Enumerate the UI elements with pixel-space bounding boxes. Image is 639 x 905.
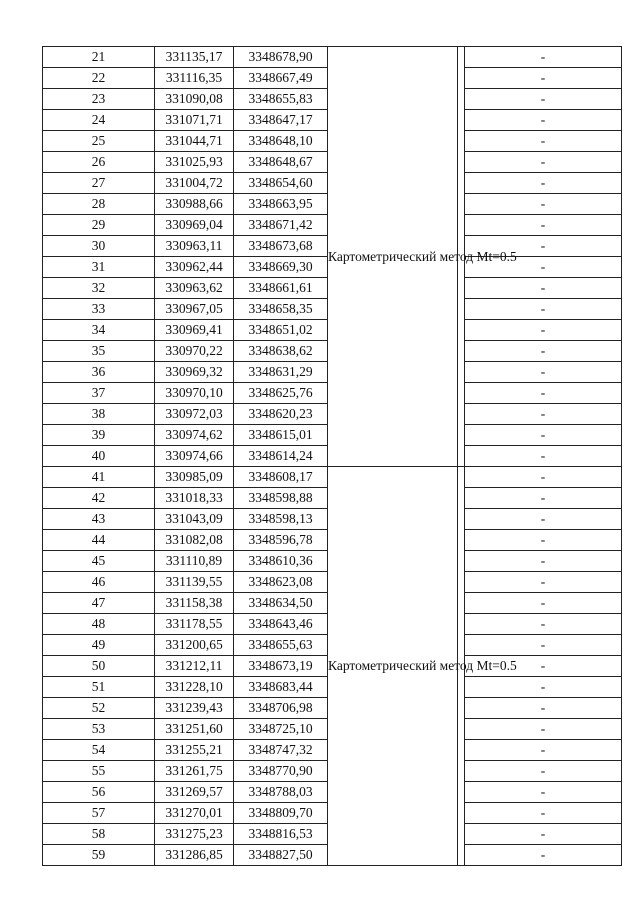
x-coordinate-cell: 331275,23 [155, 824, 234, 845]
x-coordinate-cell: 331158,38 [155, 593, 234, 614]
y-coordinate-cell: 3348634,50 [234, 593, 328, 614]
x-coordinate-cell: 330972,03 [155, 404, 234, 425]
y-coordinate-cell: 3348631,29 [234, 362, 328, 383]
point-number-cell: 21 [43, 47, 155, 68]
table-row [43, 47, 622, 68]
value-cell: - [465, 425, 622, 446]
point-number-cell: 44 [43, 530, 155, 551]
y-coordinate-cell: 3348625,76 [234, 383, 328, 404]
value-cell: - [465, 635, 622, 656]
value-cell: - [465, 152, 622, 173]
point-number-cell: 55 [43, 761, 155, 782]
point-number-cell: 49 [43, 635, 155, 656]
y-coordinate-cell: 3348598,13 [234, 509, 328, 530]
point-number-cell: 23 [43, 89, 155, 110]
point-number-cell: 51 [43, 677, 155, 698]
point-number-cell: 54 [43, 740, 155, 761]
y-coordinate-cell: 3348655,83 [234, 89, 328, 110]
point-number-cell: 43 [43, 509, 155, 530]
x-coordinate-cell: 331116,35 [155, 68, 234, 89]
point-number-cell: 47 [43, 593, 155, 614]
x-coordinate-cell: 330969,32 [155, 362, 234, 383]
value-cell: - [465, 614, 622, 635]
x-coordinate-cell: 330969,41 [155, 320, 234, 341]
x-coordinate-cell: 331135,17 [155, 47, 234, 68]
value-cell: - [465, 362, 622, 383]
y-coordinate-cell: 3348683,44 [234, 677, 328, 698]
value-cell: - [465, 446, 622, 467]
point-number-cell: 24 [43, 110, 155, 131]
y-coordinate-cell: 3348725,10 [234, 719, 328, 740]
point-number-cell: 52 [43, 698, 155, 719]
x-coordinate-cell: 331004,72 [155, 173, 234, 194]
point-number-cell: 31 [43, 257, 155, 278]
y-coordinate-cell: 3348788,03 [234, 782, 328, 803]
point-number-cell: 35 [43, 341, 155, 362]
y-coordinate-cell: 3348608,17 [234, 467, 328, 488]
x-coordinate-cell: 330985,09 [155, 467, 234, 488]
y-coordinate-cell: 3348648,67 [234, 152, 328, 173]
y-coordinate-cell: 3348667,49 [234, 68, 328, 89]
point-number-cell: 59 [43, 845, 155, 866]
x-coordinate-cell: 331018,33 [155, 488, 234, 509]
point-number-cell: 25 [43, 131, 155, 152]
value-cell: - [465, 845, 622, 866]
x-coordinate-cell: 331071,71 [155, 110, 234, 131]
x-coordinate-cell: 330988,66 [155, 194, 234, 215]
x-coordinate-cell: 330974,62 [155, 425, 234, 446]
y-coordinate-cell: 3348648,10 [234, 131, 328, 152]
value-cell: - [465, 719, 622, 740]
point-number-cell: 22 [43, 68, 155, 89]
x-coordinate-cell: 331178,55 [155, 614, 234, 635]
point-number-cell: 32 [43, 278, 155, 299]
point-number-cell: 40 [43, 446, 155, 467]
point-number-cell: 57 [43, 803, 155, 824]
value-cell: - [465, 824, 622, 845]
method-cell: Картометрический метод Mt=0.5 [328, 47, 458, 467]
value-cell: - [465, 68, 622, 89]
x-coordinate-cell: 330963,62 [155, 278, 234, 299]
y-coordinate-cell: 3348770,90 [234, 761, 328, 782]
value-cell: - [465, 551, 622, 572]
x-coordinate-cell: 331212,11 [155, 656, 234, 677]
value-cell: - [465, 572, 622, 593]
value-cell: - [465, 803, 622, 824]
point-number-cell: 34 [43, 320, 155, 341]
value-cell: - [465, 194, 622, 215]
point-number-cell: 53 [43, 719, 155, 740]
x-coordinate-cell: 331110,89 [155, 551, 234, 572]
point-number-cell: 41 [43, 467, 155, 488]
point-number-cell: 38 [43, 404, 155, 425]
point-number-cell: 42 [43, 488, 155, 509]
y-coordinate-cell: 3348706,98 [234, 698, 328, 719]
value-cell: - [465, 173, 622, 194]
value-cell: - [465, 257, 622, 278]
x-coordinate-cell: 331090,08 [155, 89, 234, 110]
y-coordinate-cell: 3348671,42 [234, 215, 328, 236]
x-coordinate-cell: 331255,21 [155, 740, 234, 761]
value-cell: - [465, 320, 622, 341]
y-coordinate-cell: 3348598,88 [234, 488, 328, 509]
point-number-cell: 48 [43, 614, 155, 635]
y-coordinate-cell: 3348809,70 [234, 803, 328, 824]
x-coordinate-cell: 330974,66 [155, 446, 234, 467]
y-coordinate-cell: 3348620,23 [234, 404, 328, 425]
x-coordinate-cell: 331261,75 [155, 761, 234, 782]
coordinates-table [42, 46, 622, 866]
value-cell: - [465, 383, 622, 404]
table-row [43, 467, 622, 488]
method-cell: Картометрический метод Mt=0.5 [328, 467, 458, 866]
value-cell: - [465, 698, 622, 719]
point-number-cell: 28 [43, 194, 155, 215]
y-coordinate-cell: 3348651,02 [234, 320, 328, 341]
x-coordinate-cell: 330970,10 [155, 383, 234, 404]
value-cell: - [465, 467, 622, 488]
y-coordinate-cell: 3348623,08 [234, 572, 328, 593]
value-cell: - [465, 656, 622, 677]
value-cell: - [465, 740, 622, 761]
y-coordinate-cell: 3348647,17 [234, 110, 328, 131]
value-cell: - [465, 341, 622, 362]
value-cell: - [465, 278, 622, 299]
point-number-cell: 33 [43, 299, 155, 320]
x-coordinate-cell: 331269,57 [155, 782, 234, 803]
y-coordinate-cell: 3348658,35 [234, 299, 328, 320]
point-number-cell: 50 [43, 656, 155, 677]
value-cell: - [465, 299, 622, 320]
x-coordinate-cell: 330962,44 [155, 257, 234, 278]
value-cell: - [465, 110, 622, 131]
value-cell: - [465, 593, 622, 614]
y-coordinate-cell: 3348663,95 [234, 194, 328, 215]
y-coordinate-cell: 3348747,32 [234, 740, 328, 761]
y-coordinate-cell: 3348669,30 [234, 257, 328, 278]
x-coordinate-cell: 330963,11 [155, 236, 234, 257]
value-cell: - [465, 215, 622, 236]
y-coordinate-cell: 3348678,90 [234, 47, 328, 68]
point-number-cell: 39 [43, 425, 155, 446]
y-coordinate-cell: 3348673,68 [234, 236, 328, 257]
x-coordinate-cell: 331251,60 [155, 719, 234, 740]
value-cell: - [465, 509, 622, 530]
point-number-cell: 45 [43, 551, 155, 572]
x-coordinate-cell: 331044,71 [155, 131, 234, 152]
y-coordinate-cell: 3348673,19 [234, 656, 328, 677]
value-cell: - [465, 89, 622, 110]
x-coordinate-cell: 330967,05 [155, 299, 234, 320]
y-coordinate-cell: 3348614,24 [234, 446, 328, 467]
point-number-cell: 58 [43, 824, 155, 845]
x-coordinate-cell: 331082,08 [155, 530, 234, 551]
y-coordinate-cell: 3348661,61 [234, 278, 328, 299]
x-coordinate-cell: 330969,04 [155, 215, 234, 236]
y-coordinate-cell: 3348615,01 [234, 425, 328, 446]
x-coordinate-cell: 331200,65 [155, 635, 234, 656]
x-coordinate-cell: 331286,85 [155, 845, 234, 866]
y-coordinate-cell: 3348655,63 [234, 635, 328, 656]
point-number-cell: 29 [43, 215, 155, 236]
x-coordinate-cell: 331043,09 [155, 509, 234, 530]
point-number-cell: 37 [43, 383, 155, 404]
y-coordinate-cell: 3348827,50 [234, 845, 328, 866]
x-coordinate-cell: 331228,10 [155, 677, 234, 698]
coordinates-table-body [43, 47, 622, 866]
point-number-cell: 46 [43, 572, 155, 593]
x-coordinate-cell: 331025,93 [155, 152, 234, 173]
value-cell: - [465, 761, 622, 782]
y-coordinate-cell: 3348643,46 [234, 614, 328, 635]
point-number-cell: 56 [43, 782, 155, 803]
value-cell: - [465, 131, 622, 152]
point-number-cell: 36 [43, 362, 155, 383]
value-cell: - [465, 530, 622, 551]
value-cell: - [465, 782, 622, 803]
y-coordinate-cell: 3348638,62 [234, 341, 328, 362]
x-coordinate-cell: 330970,22 [155, 341, 234, 362]
value-cell: - [465, 488, 622, 509]
value-cell: - [465, 677, 622, 698]
y-coordinate-cell: 3348654,60 [234, 173, 328, 194]
y-coordinate-cell: 3348610,36 [234, 551, 328, 572]
point-number-cell: 30 [43, 236, 155, 257]
value-cell: - [465, 404, 622, 425]
value-cell: - [465, 47, 622, 68]
value-cell: - [465, 236, 622, 257]
y-coordinate-cell: 3348596,78 [234, 530, 328, 551]
y-coordinate-cell: 3348816,53 [234, 824, 328, 845]
x-coordinate-cell: 331139,55 [155, 572, 234, 593]
point-number-cell: 26 [43, 152, 155, 173]
x-coordinate-cell: 331239,43 [155, 698, 234, 719]
point-number-cell: 27 [43, 173, 155, 194]
x-coordinate-cell: 331270,01 [155, 803, 234, 824]
